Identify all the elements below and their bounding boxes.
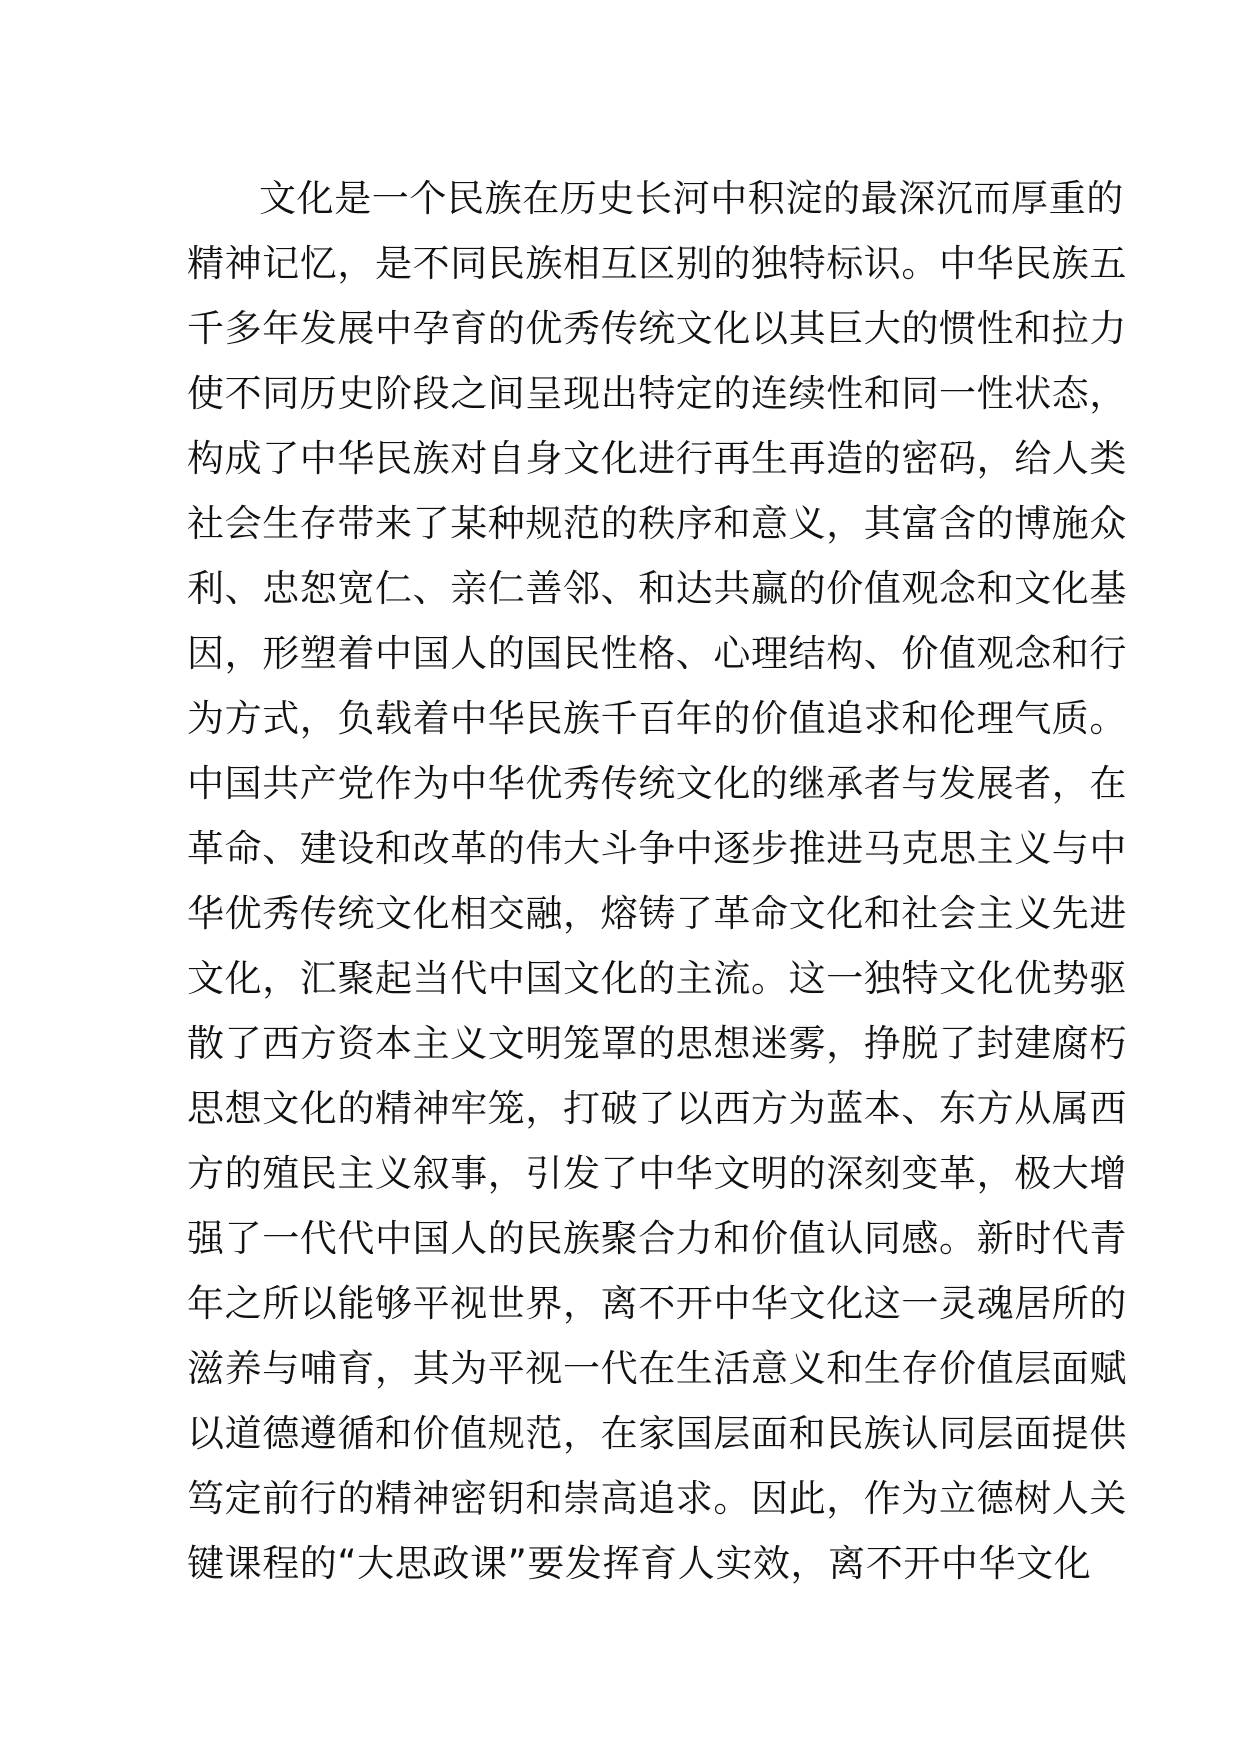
text-line-2: 精神记忆，是不同民族相互区别的独特标识。中华民族五 (187, 242, 1127, 285)
text-line-14: 散了西方资本主义文明笼罩的思想迷雾，挣脱了封建腐朽 (187, 1022, 1127, 1065)
text-line-20: 以道德遵循和价值规范，在家国层面和民族认同层面提供 (187, 1412, 1127, 1455)
text-line-16: 方的殖民主义叙事，引发了中华文明的深刻变革，极大增 (187, 1152, 1127, 1195)
text-line-3: 千多年发展中孕育的优秀传统文化以其巨大的惯性和拉力 (187, 307, 1127, 350)
paragraph-text (187, 166, 1127, 1596)
text-line-12: 华优秀传统文化相交融，熔铸了革命文化和社会主义先进 (187, 892, 1127, 935)
text-line-4: 使不同历史阶段之间呈现出特定的连续性和同一性状态， (187, 372, 1127, 415)
text-line-11: 革命、建设和改革的伟大斗争中逐步推进马克思主义与中 (187, 827, 1127, 870)
text-line-18: 年之所以能够平视世界，离不开中华文化这一灵魂居所的 (187, 1282, 1127, 1325)
text-line-5: 构成了中华民族对自身文化进行再生再造的密码，给人类 (187, 437, 1127, 480)
text-line-21: 笃定前行的精神密钥和崇高追求。因此，作为立德树人关 (187, 1477, 1127, 1520)
text-line-7: 利、忠恕宽仁、亲仁善邻、和达共赢的价值观念和文化基 (187, 567, 1127, 610)
text-line-8: 因，形塑着中国人的国民性格、心理结构、价值观念和行 (187, 632, 1127, 675)
text-line-15: 思想文化的精神牢笼，打破了以西方为蓝本、东方从属西 (187, 1087, 1127, 1130)
text-line-10: 中国共产党作为中华优秀传统文化的继承者与发展者，在 (187, 762, 1127, 805)
text-line-1: 文化是一个民族在历史长河中积淀的最深沉而厚重的 (259, 177, 1124, 220)
text-line-17: 强了一代代中国人的民族聚合力和价值认同感。新时代青 (187, 1217, 1127, 1260)
text-line-6: 社会生存带来了某种规范的秩序和意义，其富含的博施众 (187, 502, 1127, 545)
text-line-9: 为方式，负载着中华民族千百年的价值追求和伦理气质。 (187, 697, 1127, 740)
text-line-19: 滋养与哺育，其为平视一代在生活意义和生存价值层面赋 (187, 1347, 1127, 1390)
text-line-22: 键课程的“大思政课”要发挥育人实效，离不开中华文化 (187, 1542, 1092, 1585)
text-line-13: 文化，汇聚起当代中国文化的主流。这一独特文化优势驱 (187, 957, 1127, 1000)
